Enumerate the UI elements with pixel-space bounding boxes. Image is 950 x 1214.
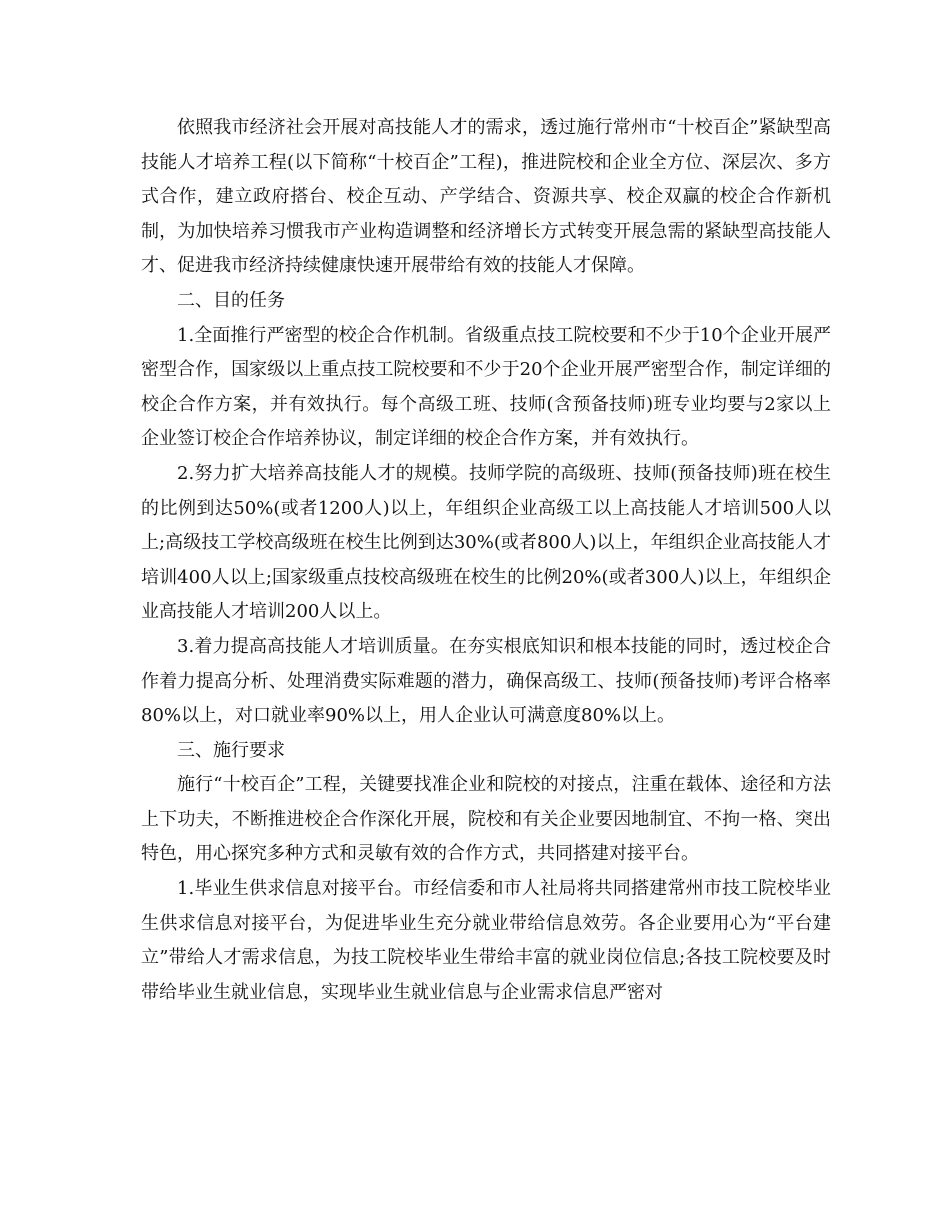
- section-heading-requirements: 三、施行要求: [177, 739, 285, 761]
- paragraph-intro: 依照我市经济社会开展对高技能人才的需求，透过施行常州市“十校百企”紧缺型高技能人才培养工程(以下简称“十校百企”工程)，推进院校和企业全方位、深层次、多方式合作，建立政府搭台、校企互动、产学结合、资源共享、校企双赢的校企合作新机制，为加快培养习惯我市产业构造调整和经济增长方式转变开展急需的紧缺型高技能人才、促进我市经济持续健康快速开展带给有效的技能人才保障。: [141, 117, 831, 277]
- paragraph-requirement-1: 1.毕业生供求信息对接平台。市经信委和市人社局将共同搭建常州市技工院校毕业生供求信息对接平台，为促进毕业生充分就业带给信息效劳。各企业要用心为“平台建立”带给人才需求信息，为技工院校毕业生带给丰富的就业岗位信息;各技工院校要及时带给毕业生就业信息，实现毕业生就业信息与企业需求信息严密对: [141, 878, 831, 1003]
- paragraph-goal-2: 2.努力扩大培养高技能人才的规模。技师学院的高级班、技师(预备技师)班在校生的比例到达50%(或者1200人)以上，年组织企业高级工以上高技能人才培训500人以上;高级技工学校高级班在校生比例到达30%(或者800人)以上，年组织企业高技能人才培训400人以上;国家级重点技校高级班在校生的比例20%(或者300人)以上，年组织企业高技能人才培训200人以上。: [141, 462, 831, 623]
- section-heading-goals: 二、目的任务: [177, 289, 285, 311]
- paragraph-goal-3: 3.着力提高高技能人才培训质量。在夯实根底知识和根本技能的同时，透过校企合作着力提高分析、处理消费实际难题的潜力，确保高级工、技师(预备技师)考评合格率80%以上，对口就业率90%以上，用人企业认可满意度80%以上。: [141, 635, 831, 727]
- document-page: [141, 111, 831, 1010]
- paragraph-requirements-intro: 施行“十校百企”工程，关键要找准企业和院校的对接点，注重在载体、途径和方法上下功夫，不断推进校企合作深化开展，院校和有关企业要因地制宜、不拘一格、突出特色，用心探究多种方式和灵敏有效的合作方式，共同搭建对接平台。: [141, 774, 831, 865]
- paragraph-goal-1: 1.全面推行严密型的校企合作机制。省级重点技工院校要和不少于10个企业开展严密型合作，国家级以上重点技工院校要和不少于20个企业开展严密型合作，制定详细的校企合作方案，并有效执行。每个高级工班、技师(含预备技师)班专业均要与2家以上企业签订校企合作培养协议，制定详细的校企合作方案，并有效执行。: [141, 324, 831, 450]
